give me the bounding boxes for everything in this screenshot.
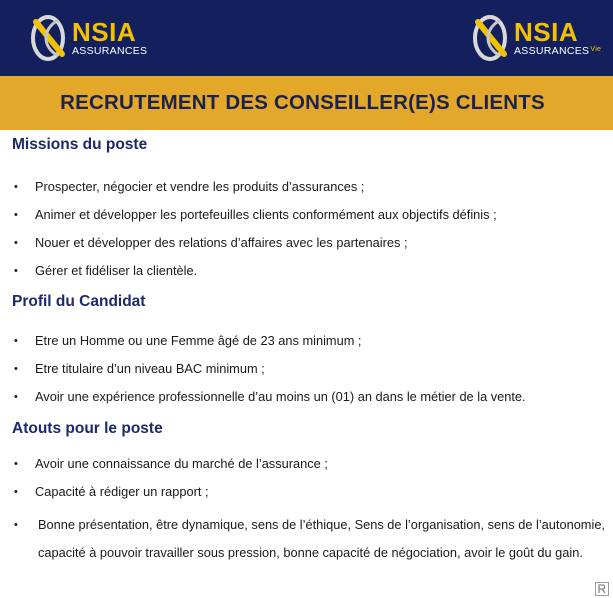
list-item [14,516,610,567]
list-item-text: Etre titulaire d’un niveau BAC minimum ; [35,361,265,376]
list-item-text: Avoir une connaissance du marché de l’assurance ; [35,456,328,471]
list-item [14,455,610,473]
nsia-emblem-icon [28,14,68,62]
list-item-text: Capacité à rédiger un rapport ; [35,484,209,499]
bullet-icon: • [14,519,18,531]
nsia-emblem-icon [470,14,510,62]
logo-brand-text: NSIA [514,17,579,48]
list-item [14,262,610,280]
bullet-icon: • [14,265,18,277]
bullet-icon: • [14,237,18,249]
page-title: RECRUTEMENT DES CONSEILLER(E)S CLIENTS [60,91,545,114]
logo-sub-text: ASSURANCES [72,45,148,58]
logo-sub-line [514,46,601,57]
list-item [14,206,610,224]
bullet-icon: • [14,391,18,403]
list-item-text: Etre un Homme ou une Femme âgé de 23 ans minimum ; [35,333,362,348]
list-item [14,360,610,378]
list-item [14,483,610,501]
bullet-icon: • [14,209,18,221]
watermark-r-icon [595,582,609,596]
section-title-missions: Missions du poste [12,136,148,153]
bullet-icon: • [14,486,18,498]
list-item-text: Prospecter, négocier et vendre les produits d’assurances ; [35,179,365,194]
list-item-text: Avoir une expérience professionnelle d’au moins un (01) an dans le métier de la vente. [35,389,526,404]
nsia-logo-left [28,14,147,62]
list-item [14,234,610,252]
list-item-text: Animer et développer les portefeuilles clients conformément aux objectifs définis ; [35,207,497,222]
bullet-icon: • [14,458,18,470]
header-bar [0,0,613,76]
section-title-atouts: Atouts pour le poste [12,420,163,437]
logo-sub-text: ASSURANCES [514,45,590,58]
list-item [14,178,610,196]
nsia-logo-right [470,14,601,62]
bullet-icon: • [14,181,18,193]
logo-brand-text: NSIA [72,17,137,48]
list-item [14,388,610,406]
title-banner [0,76,613,130]
list-item-text: Bonne présentation, être dynamique, sens de l’éthique, Sens de l’organisation, sens de l’autonomie, capacité à pouvoir travailler sous pression, bonne capacité de négociation, avoir le goût du gain. [38,517,605,560]
logo-vie-suffix: Vie [590,46,602,54]
list-item-text: Nouer et développer des relations d’affaires avec les partenaires ; [35,235,408,250]
bullet-icon: • [14,335,18,347]
section-title-profil: Profil du Candidat [12,293,146,310]
list-item-text: Gérer et fidéliser la clientèle. [35,263,198,278]
list-item [14,332,610,350]
bullet-icon: • [14,363,18,375]
